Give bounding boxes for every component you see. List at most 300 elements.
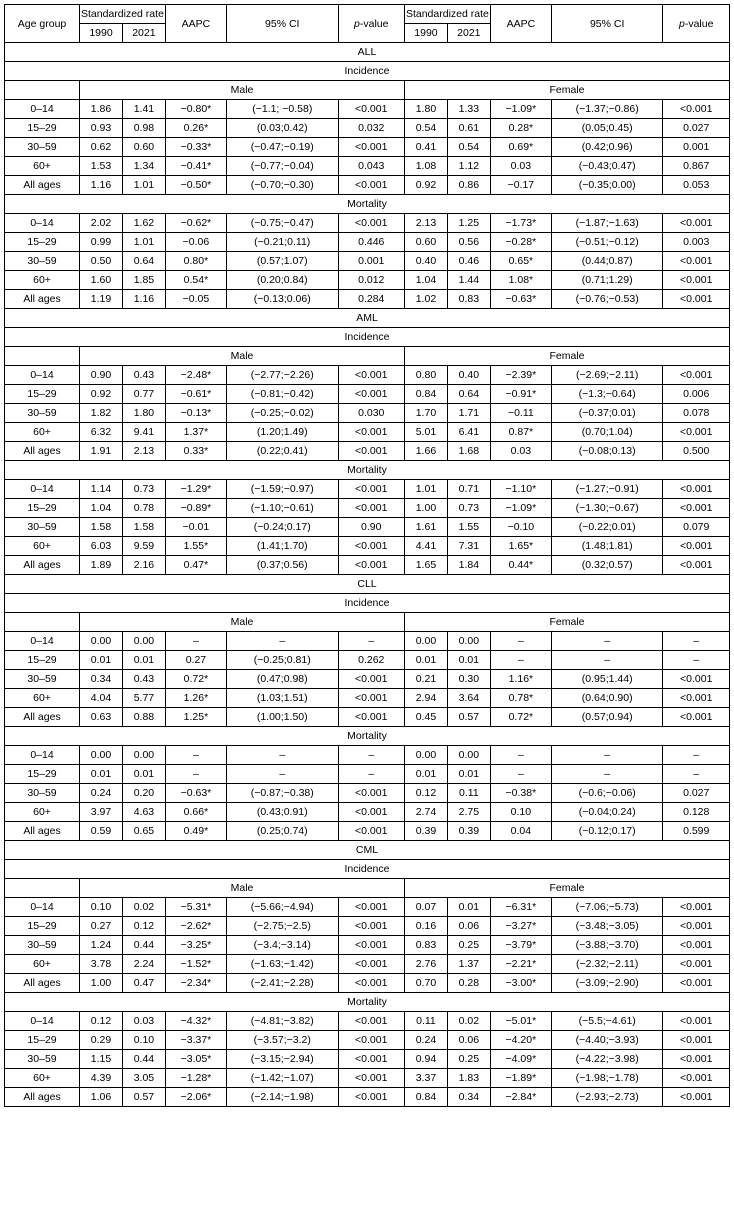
cell-male-1990: 6.32 [80,423,123,442]
cell-female-pvalue: 0.003 [663,233,730,252]
cell-male-1990: 4.39 [80,1069,123,1088]
cell-female-ci: (0.32;0.57) [551,556,663,575]
section-name: AML [5,309,730,328]
table-row [5,100,730,119]
cell-male-1990: 3.78 [80,955,123,974]
cell-female-2021: 0.40 [447,366,490,385]
cell-male-1990: 0.01 [80,765,123,784]
header-standardized-rate-female: Standardized rate [405,5,491,24]
table-row [5,803,730,822]
section-header-row [5,43,730,62]
cell-female-1990: 0.92 [405,176,448,195]
cell-male-ci: (1.00;1.50) [226,708,338,727]
cell-male-pvalue: 0.262 [338,651,404,670]
cell-female-pvalue: 0.078 [663,404,730,423]
cell-male-pvalue: <0.001 [338,423,404,442]
cell-female-1990: 1.66 [405,442,448,461]
cell-male-ci: (−1.42;−1.07) [226,1069,338,1088]
cell-age-group: 30–59 [5,936,80,955]
cell-male-aapc: 1.25* [165,708,226,727]
cell-age-group: 15–29 [5,385,80,404]
cell-male-ci: (−1.63;−1.42) [226,955,338,974]
cell-age-group: 30–59 [5,784,80,803]
cell-male-ci: (1.20;1.49) [226,423,338,442]
cell-female-1990: 0.01 [405,651,448,670]
cell-male-1990: 0.00 [80,632,123,651]
cell-male-pvalue: <0.001 [338,803,404,822]
cell-female-ci: (−4.40;−3.93) [551,1031,663,1050]
cell-female-aapc: −0.10 [490,518,551,537]
cell-female-aapc: 0.78* [490,689,551,708]
cell-male-aapc: −4.32* [165,1012,226,1031]
cell-female-ci: (0.70;1.04) [551,423,663,442]
cell-male-1990: 1.16 [80,176,123,195]
cell-age-group: 0–14 [5,1012,80,1031]
cell-male-1990: 0.92 [80,385,123,404]
table-row [5,765,730,784]
cell-male-2021: 0.44 [122,1050,165,1069]
cell-male-ci: (−1.1; −0.58) [226,100,338,119]
cell-male-pvalue: <0.001 [338,708,404,727]
cell-female-aapc: – [490,632,551,651]
cell-male-ci: (−0.25;−0.02) [226,404,338,423]
table-row [5,1069,730,1088]
table-row [5,898,730,917]
cell-male-pvalue: 0.043 [338,157,404,176]
header-aapc-male: AAPC [165,5,226,43]
cell-female-2021: 0.86 [447,176,490,195]
cell-female-ci: (−2.32;−2.11) [551,955,663,974]
cell-male-2021: 0.02 [122,898,165,917]
cell-male-1990: 0.63 [80,708,123,727]
cell-male-aapc: −5.31* [165,898,226,917]
cell-female-aapc: −3.27* [490,917,551,936]
cell-male-2021: 0.88 [122,708,165,727]
cell-male-ci: (0.43;0.91) [226,803,338,822]
cell-age-group: 15–29 [5,651,80,670]
cell-male-aapc: −0.33* [165,138,226,157]
cell-male-2021: 1.41 [122,100,165,119]
cell-male-aapc: −0.01 [165,518,226,537]
cell-female-2021: 0.73 [447,499,490,518]
table-row [5,708,730,727]
cell-female-aapc: 1.65* [490,537,551,556]
cell-female-ci: (0.71;1.29) [551,271,663,290]
cell-female-aapc: 0.10 [490,803,551,822]
cell-age-group: 30–59 [5,138,80,157]
cell-age-group: All ages [5,1088,80,1107]
cell-male-pvalue: <0.001 [338,556,404,575]
header-year-2021-female: 2021 [447,24,490,43]
cell-male-aapc: 0.49* [165,822,226,841]
cell-male-1990: 0.99 [80,233,123,252]
cell-age-group: 15–29 [5,233,80,252]
cell-male-ci: (−0.47;−0.19) [226,138,338,157]
cell-male-1990: 6.03 [80,537,123,556]
cell-age-group: 30–59 [5,404,80,423]
table-row [5,290,730,309]
cell-male-2021: 1.80 [122,404,165,423]
cell-female-1990: 0.11 [405,1012,448,1031]
cell-age-group: 60+ [5,537,80,556]
cell-male-1990: 0.27 [80,917,123,936]
cell-male-aapc: 0.27 [165,651,226,670]
table-row [5,480,730,499]
table-header [5,5,730,43]
cell-age-group: 0–14 [5,746,80,765]
table-row [5,214,730,233]
cell-female-1990: 1.00 [405,499,448,518]
cell-female-1990: 2.94 [405,689,448,708]
cell-male-pvalue: <0.001 [338,689,404,708]
cell-male-2021: 1.62 [122,214,165,233]
cell-male-1990: 1.53 [80,157,123,176]
cell-female-aapc: 0.03 [490,442,551,461]
cell-female-ci: (−5.5;−4.61) [551,1012,663,1031]
cell-male-ci: (−0.81;−0.42) [226,385,338,404]
cell-male-1990: 1.58 [80,518,123,537]
cell-female-1990: 1.01 [405,480,448,499]
cell-male-1990: 0.62 [80,138,123,157]
cell-female-ci: (−4.22;−3.98) [551,1050,663,1069]
cell-female-aapc: −0.28* [490,233,551,252]
measure-name: Mortality [5,195,730,214]
cell-female-ci: (−1.87;−1.63) [551,214,663,233]
cell-female-pvalue: <0.001 [663,974,730,993]
cell-female-1990: 1.08 [405,157,448,176]
header-age-group: Age group [5,5,80,43]
cell-male-2021: 5.77 [122,689,165,708]
pvalue-italic-p: p [354,17,360,30]
cell-male-ci: (−0.75;−0.47) [226,214,338,233]
sex-header-female: Female [405,81,730,100]
table-row [5,632,730,651]
cell-female-pvalue: 0.053 [663,176,730,195]
cell-female-1990: 2.13 [405,214,448,233]
cell-male-pvalue: <0.001 [338,1069,404,1088]
cell-male-ci: (−3.57;−3.2) [226,1031,338,1050]
cell-male-pvalue: <0.001 [338,480,404,499]
cell-male-2021: 0.03 [122,1012,165,1031]
cell-female-1990: 0.16 [405,917,448,936]
cell-male-2021: 1.58 [122,518,165,537]
header-ci-male: 95% CI [226,5,338,43]
measure-name: Incidence [5,594,730,613]
measure-header-row [5,461,730,480]
cell-male-aapc: – [165,746,226,765]
cell-male-1990: 0.90 [80,366,123,385]
cell-male-pvalue: 0.90 [338,518,404,537]
pvalue-suffix: -value [684,17,714,30]
sex-header-male: Male [80,347,405,366]
cell-female-aapc: −5.01* [490,1012,551,1031]
cell-male-ci: (−2.41;−2.28) [226,974,338,993]
cell-female-aapc: −2.84* [490,1088,551,1107]
cell-age-group: 30–59 [5,252,80,271]
cell-male-2021: 0.01 [122,651,165,670]
leukemia-rates-table [4,4,730,1107]
sex-header-spacer [5,347,80,366]
cell-female-pvalue: <0.001 [663,423,730,442]
cell-female-pvalue: <0.001 [663,1012,730,1031]
cell-female-ci: (−0.43;0.47) [551,157,663,176]
cell-female-aapc: −3.00* [490,974,551,993]
cell-female-2021: 0.06 [447,1031,490,1050]
header-year-1990-female: 1990 [405,24,448,43]
cell-age-group: 0–14 [5,366,80,385]
cell-male-2021: 1.01 [122,176,165,195]
cell-female-ci: (−0.76;−0.53) [551,290,663,309]
cell-male-aapc: −0.50* [165,176,226,195]
table-row [5,689,730,708]
cell-male-pvalue: – [338,746,404,765]
header-pvalue-female [663,5,730,43]
cell-female-pvalue: 0.001 [663,138,730,157]
cell-female-aapc: 0.44* [490,556,551,575]
cell-female-ci: – [551,746,663,765]
cell-male-pvalue: <0.001 [338,1088,404,1107]
table-row [5,385,730,404]
cell-male-2021: 3.05 [122,1069,165,1088]
cell-male-1990: 1.82 [80,404,123,423]
measure-name: Mortality [5,461,730,480]
section-header-row [5,309,730,328]
cell-female-pvalue: – [663,632,730,651]
cell-female-pvalue: <0.001 [663,366,730,385]
cell-female-aapc: 0.28* [490,119,551,138]
measure-header-row [5,993,730,1012]
cell-male-aapc: 1.55* [165,537,226,556]
cell-male-aapc: −0.05 [165,290,226,309]
table-row [5,1031,730,1050]
cell-female-pvalue: <0.001 [663,1088,730,1107]
table-row [5,936,730,955]
sex-header-row [5,613,730,632]
cell-male-2021: 0.57 [122,1088,165,1107]
cell-male-aapc: 0.33* [165,442,226,461]
cell-male-2021: 1.16 [122,290,165,309]
cell-male-ci: (−2.75;−2.5) [226,917,338,936]
cell-female-aapc: −2.39* [490,366,551,385]
cell-female-aapc: – [490,765,551,784]
sex-header-spacer [5,879,80,898]
cell-female-pvalue: <0.001 [663,955,730,974]
cell-female-1990: 0.83 [405,936,448,955]
cell-male-aapc: −2.06* [165,1088,226,1107]
cell-age-group: 60+ [5,157,80,176]
cell-female-ci: (−0.6;−0.06) [551,784,663,803]
cell-female-pvalue: <0.001 [663,670,730,689]
cell-female-ci: (0.57;0.94) [551,708,663,727]
cell-male-aapc: −0.41* [165,157,226,176]
cell-age-group: 0–14 [5,898,80,917]
table-body [5,43,730,1107]
cell-female-aapc: −6.31* [490,898,551,917]
cell-male-aapc: 0.54* [165,271,226,290]
cell-male-ci: (−2.77;−2.26) [226,366,338,385]
cell-age-group: All ages [5,556,80,575]
cell-male-1990: 1.89 [80,556,123,575]
cell-male-pvalue: <0.001 [338,974,404,993]
table-row [5,822,730,841]
cell-male-1990: 0.93 [80,119,123,138]
cell-male-2021: 0.00 [122,632,165,651]
cell-male-pvalue: <0.001 [338,784,404,803]
cell-female-aapc: 0.87* [490,423,551,442]
cell-male-1990: 1.60 [80,271,123,290]
cell-male-aapc: 0.47* [165,556,226,575]
cell-male-aapc: 0.26* [165,119,226,138]
cell-age-group: All ages [5,290,80,309]
cell-age-group: 0–14 [5,214,80,233]
measure-name: Mortality [5,727,730,746]
cell-male-aapc: −3.25* [165,936,226,955]
cell-female-2021: 0.01 [447,651,490,670]
cell-female-ci: (1.48;1.81) [551,537,663,556]
cell-female-1990: 1.65 [405,556,448,575]
cell-female-2021: 0.46 [447,252,490,271]
section-name: CML [5,841,730,860]
cell-male-ci: (−4.81;−3.82) [226,1012,338,1031]
cell-female-1990: 3.37 [405,1069,448,1088]
cell-female-2021: 3.64 [447,689,490,708]
cell-male-1990: 1.00 [80,974,123,993]
cell-male-aapc: −0.13* [165,404,226,423]
cell-female-aapc: 0.69* [490,138,551,157]
cell-female-ci: (0.44;0.87) [551,252,663,271]
cell-female-aapc: −1.09* [490,100,551,119]
cell-female-2021: 0.61 [447,119,490,138]
section-name: ALL [5,43,730,62]
cell-male-aapc: −0.06 [165,233,226,252]
cell-female-ci: (−0.51;−0.12) [551,233,663,252]
pvalue-italic-p: p [679,17,685,30]
cell-female-aapc: −2.21* [490,955,551,974]
cell-female-1990: 0.39 [405,822,448,841]
cell-male-2021: 0.10 [122,1031,165,1050]
cell-male-aapc: 1.26* [165,689,226,708]
cell-female-2021: 0.00 [447,632,490,651]
cell-male-ci: (−1.59;−0.97) [226,480,338,499]
cell-male-aapc: −1.52* [165,955,226,974]
pvalue-suffix: -value [359,17,389,30]
cell-female-ci: (−2.93;−2.73) [551,1088,663,1107]
table-row [5,784,730,803]
cell-female-1990: 2.74 [405,803,448,822]
cell-female-2021: 1.84 [447,556,490,575]
cell-female-2021: 0.00 [447,746,490,765]
cell-male-2021: 0.01 [122,765,165,784]
table-row [5,518,730,537]
cell-female-pvalue: <0.001 [663,252,730,271]
cell-female-2021: 1.12 [447,157,490,176]
cell-female-ci: (−1.27;−0.91) [551,480,663,499]
section-header-row [5,841,730,860]
cell-female-ci: (−3.09;−2.90) [551,974,663,993]
header-standardized-rate-male: Standardized rate [80,5,166,24]
cell-female-pvalue: 0.867 [663,157,730,176]
measure-name: Incidence [5,328,730,347]
cell-male-pvalue: 0.012 [338,271,404,290]
cell-female-1990: 0.01 [405,765,448,784]
cell-female-pvalue: <0.001 [663,689,730,708]
cell-female-2021: 0.34 [447,1088,490,1107]
cell-age-group: 0–14 [5,480,80,499]
table-row [5,556,730,575]
cell-male-ci: (−5.66;−4.94) [226,898,338,917]
cell-male-pvalue: <0.001 [338,100,404,119]
table-row [5,404,730,423]
cell-male-2021: 0.98 [122,119,165,138]
cell-male-aapc: −0.89* [165,499,226,518]
cell-female-ci: – [551,632,663,651]
cell-male-1990: 0.50 [80,252,123,271]
cell-male-2021: 9.41 [122,423,165,442]
cell-female-1990: 0.94 [405,1050,448,1069]
cell-female-1990: 0.12 [405,784,448,803]
cell-female-pvalue: – [663,765,730,784]
cell-male-ci: (−0.70;−0.30) [226,176,338,195]
cell-male-ci: (0.37;0.56) [226,556,338,575]
cell-male-1990: 1.24 [80,936,123,955]
cell-female-2021: 0.01 [447,765,490,784]
cell-female-pvalue: <0.001 [663,214,730,233]
cell-male-aapc: – [165,765,226,784]
cell-male-aapc: −1.29* [165,480,226,499]
cell-male-1990: 1.91 [80,442,123,461]
cell-female-aapc: −0.11 [490,404,551,423]
cell-male-1990: 2.02 [80,214,123,233]
cell-female-ci: (−3.48;−3.05) [551,917,663,936]
cell-male-pvalue: – [338,765,404,784]
measure-name: Incidence [5,62,730,81]
cell-male-aapc: 0.66* [165,803,226,822]
cell-age-group: 15–29 [5,765,80,784]
sex-header-female: Female [405,613,730,632]
cell-female-ci: (−0.12;0.17) [551,822,663,841]
cell-age-group: All ages [5,822,80,841]
cell-female-pvalue: <0.001 [663,499,730,518]
table-row [5,955,730,974]
cell-female-2021: 0.11 [447,784,490,803]
cell-male-2021: 0.47 [122,974,165,993]
cell-age-group: 60+ [5,1069,80,1088]
cell-male-1990: 0.12 [80,1012,123,1031]
cell-male-aapc: −2.34* [165,974,226,993]
cell-female-pvalue: <0.001 [663,936,730,955]
cell-age-group: 60+ [5,955,80,974]
sex-header-spacer [5,81,80,100]
table-row [5,233,730,252]
cell-female-2021: 0.54 [447,138,490,157]
cell-female-1990: 1.61 [405,518,448,537]
cell-female-2021: 1.25 [447,214,490,233]
measure-header-row [5,62,730,81]
cell-male-2021: 0.44 [122,936,165,955]
cell-female-2021: 1.55 [447,518,490,537]
cell-male-2021: 0.43 [122,366,165,385]
table-row [5,271,730,290]
cell-female-1990: 0.70 [405,974,448,993]
cell-female-2021: 1.68 [447,442,490,461]
cell-female-aapc: 0.72* [490,708,551,727]
cell-female-ci: (−0.35;0.00) [551,176,663,195]
cell-male-ci: (0.57;1.07) [226,252,338,271]
cell-female-pvalue: – [663,746,730,765]
cell-female-ci: (−3.88;−3.70) [551,936,663,955]
cell-male-2021: 0.12 [122,917,165,936]
cell-female-pvalue: 0.027 [663,784,730,803]
